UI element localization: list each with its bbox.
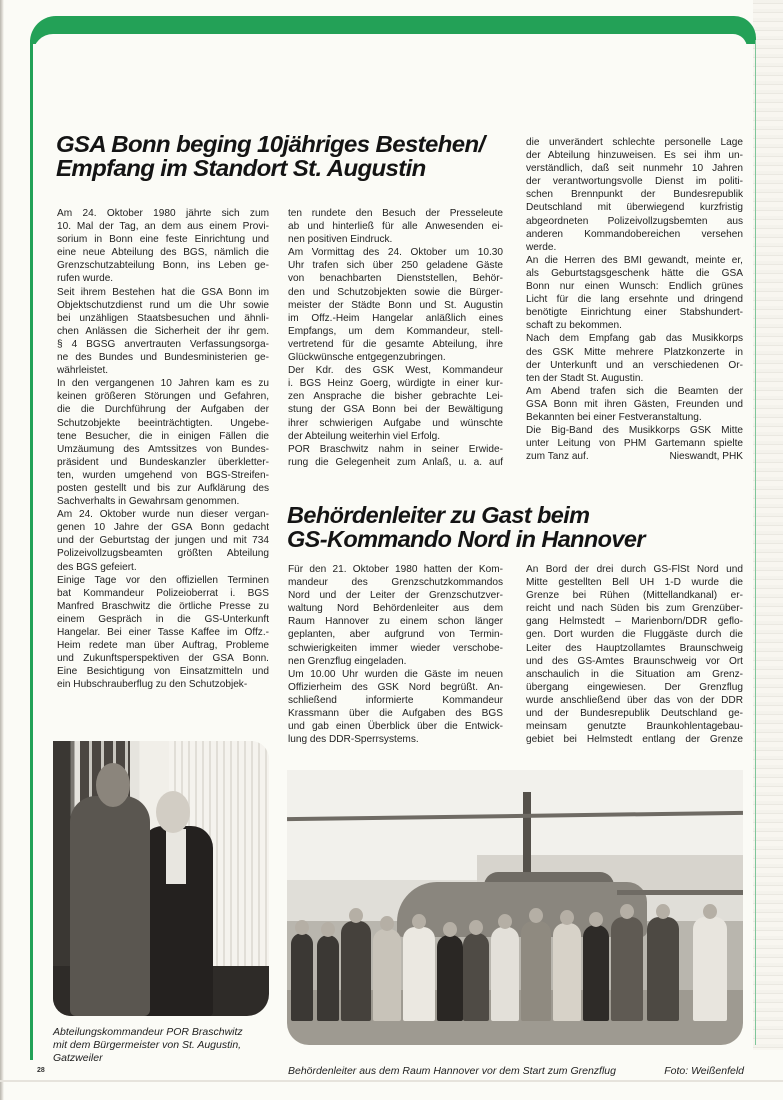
text-line: eine neue Abteilung des BGS, nämlich die	[57, 247, 269, 259]
text-line: reicht und nach Süden bis zum Grenzüber-	[526, 603, 743, 615]
photo2-helicopter-tail	[617, 890, 743, 895]
text-line: Am Vormittag des 24. Oktober um 10.30	[288, 247, 503, 259]
photo2-person	[491, 927, 519, 1021]
text-line: posten gestellt und bis zur Aufklärung des	[57, 482, 269, 494]
green-frame-left	[30, 40, 33, 1060]
text-line: ten der Stadt St. Augustin.	[526, 372, 644, 384]
text-line: nen positiven Eindruck.	[288, 234, 393, 246]
article1-signoff	[526, 450, 743, 463]
text-line: des BGS gefeiert.	[57, 561, 137, 573]
page-number: 28	[37, 1067, 45, 1074]
text-line: vertretend für die gesamte Abteilung, ihre	[288, 338, 503, 350]
text-line: Grenzschutzabteilung Bonn, ins Leben ge-	[57, 260, 269, 272]
text-line: Mitte gestellten Bell UH 1-D wurde die	[526, 577, 743, 589]
text-line: und der Geburtstag der jungen und mit 734	[57, 535, 269, 547]
text-line: Umzäumung des Amtssitzes von Bundes-	[57, 443, 269, 455]
text-line: rung die Gelegenheit zum Anlaß, u. a. auf	[288, 456, 503, 468]
article2-column-2	[526, 563, 743, 746]
text-line: Schutzobjekte beeinträchtigten. Ungebe-	[57, 417, 269, 429]
text-line: Sachverhalts in Gewahrsam genommen.	[57, 496, 240, 508]
text-line: im Offz.-Heim Hangelar anläßlich eines	[288, 312, 503, 324]
text-line: Empfangs, um dem Kommandeur, stell-	[288, 325, 503, 337]
green-frame-right	[755, 40, 756, 1045]
text-line: benötigte Einrichtung einer Stabshundert-	[526, 307, 743, 319]
green-frame-inner-cutout	[33, 34, 747, 74]
text-line: Am 24. Oktober 1980 jährte sich zum	[57, 208, 269, 219]
scan-edge-bottom	[0, 1080, 783, 1082]
text-line: meinsam genutzte Braunkohlentagebau-	[526, 721, 743, 733]
text-line: Polizeivollzugsbeamten größten Abteilung	[57, 548, 269, 560]
photo1-caption-line1: Abteilungskommandeur POR Braschwitz	[53, 1026, 243, 1038]
text-line: und Zukunftsperspektiven der GSA Bonn.	[57, 653, 269, 665]
photo2-person	[341, 921, 371, 1021]
photo-officials-helicopter	[287, 770, 743, 1045]
text-line: ihrer schwierigen Aufgabe und wünschte	[288, 417, 503, 429]
text-line: tene Besucher, die in einigen Fällen die	[57, 430, 269, 442]
text-line: Licht für die lang ersehnte und dringend	[526, 294, 743, 306]
text-line: Hangelar. Bei einer Tasse Kaffee im Offz.-	[57, 627, 269, 638]
text-line: der Abteilung hinzuweisen. Es sei ihm un-	[526, 150, 743, 162]
scan-edge-left	[0, 0, 4, 1100]
article1-signoff-line	[526, 450, 743, 463]
text-line: nen Grenzflug eingeladen.	[288, 655, 407, 667]
photo2-person	[291, 933, 313, 1021]
text-line: genen 10 Jahre der GSA Bonn gedacht	[57, 522, 269, 534]
text-line: keinen größeren Störungen und Gefahren,	[57, 391, 269, 403]
text-line: Uhr trafen sich über 250 geladene Gäste	[288, 260, 503, 272]
text-line: als Geburtstagsgeschenk hätte die GSA	[526, 267, 743, 279]
text-line: Manfred Braschwitz die örtliche Presse zu	[57, 600, 269, 612]
text-line: werde.	[526, 241, 557, 253]
text-line: Eine Besichtigung von Einsatzmitteln und	[57, 666, 269, 678]
text-line: Raum Hannover zu einem schon länger	[288, 616, 503, 628]
article2-headline-line2: GS-Kommando Nord in Hannover	[287, 525, 645, 552]
text-line: schen Brennpunkt der Bundesrepublik	[526, 189, 743, 201]
text-line: bei unzähligen Staatsbesuchen und ähnli-	[57, 312, 269, 324]
text-line: die unverändert schlechte personelle Lage	[526, 137, 743, 148]
text-line: meister der Städte Bonn und St. Augustin	[288, 299, 503, 311]
text-line: von benachbarten Dienststellen, Behör-	[288, 273, 503, 285]
article1-column-2	[288, 207, 503, 469]
photo2-person	[463, 933, 489, 1021]
article1-closing-line: zum Tanz auf.	[526, 451, 589, 462]
text-line: schließend informierte Kommandeur	[288, 694, 503, 706]
text-line: Deutschland mit überwiegend kurzfristig	[526, 202, 743, 214]
article1-author: Nieswandt, PHK	[669, 451, 743, 462]
text-line: bat Kommandeur Polizeioberrat i. BGS	[57, 587, 269, 599]
photo2-rotor-blade	[287, 811, 743, 821]
text-line: abgeordneten Polizeivollzugsbemten aus	[526, 215, 743, 227]
text-line: ein Hubschrauberflug zu den Schutzobjek-	[57, 679, 248, 691]
photo1-officer-figure	[70, 796, 150, 1016]
text-line: Seit ihrem Bestehen hat die GSA Bonn im	[57, 286, 269, 298]
text-line: 10. Mal der Tag, an dem aus einem Provi-	[57, 221, 269, 233]
text-line: An Bord der drei durch GS-FlSt Nord und	[526, 564, 743, 575]
text-line: und des GS-Amtes Braunschweig vor Ort	[526, 655, 743, 667]
article2-column-1	[288, 563, 503, 746]
article1-column-1	[57, 207, 269, 691]
text-line: der verantwortungsvolle Dienst im politi-	[526, 176, 743, 188]
text-line: der Abteilung weiterhin viel Erfolg.	[288, 430, 441, 442]
photo1-mayor-head	[156, 791, 190, 833]
photo2-caption	[288, 1065, 744, 1078]
text-line: der Unterkunft und an verschiedenen Or-	[526, 359, 743, 371]
text-line: ne des Bundes und Bundesministerien ge-	[57, 352, 269, 364]
text-line: lung des DDR-Sperrsystems.	[288, 734, 419, 746]
photo2-credit: Foto: Weißenfeld	[664, 1065, 744, 1077]
photo2-person	[437, 935, 463, 1021]
scan-edge-right	[753, 0, 783, 1050]
article2-headline-line1: Behördenleiter zu Gast beim	[287, 502, 590, 528]
text-line: In den vergangenen 10 Jahren kam es zu	[57, 378, 269, 390]
text-line: sorium in Bonn eine feste Einrichtung und	[57, 234, 269, 246]
text-line: chen Anlässen die Sicherheit der ihr gem.	[57, 325, 269, 337]
article1-column-3	[526, 136, 743, 450]
text-line: anderen Kommandobereichen versehen	[526, 228, 743, 240]
photo1-caption-line3: Gatzweiler	[53, 1052, 103, 1064]
article1-headline	[56, 133, 485, 180]
text-line: wurde anschließend über das von der DDR	[526, 694, 743, 706]
text-line: und gab einen Überblick über die Entwick-	[288, 721, 503, 733]
text-line: übergang eingewiesen. Der Grenzflug	[526, 681, 743, 693]
text-line: gebiet bei Helmstedt entlang der Grenze	[526, 734, 743, 746]
text-line: Für den 21. Oktober 1980 hatten der Kom-	[288, 564, 503, 575]
photo2-person	[611, 917, 643, 1021]
text-line: Heim redete man über Auftrag, Probleme	[57, 640, 269, 652]
text-line: ten, wurden umgehend von BGS-Streifen-	[57, 469, 269, 481]
text-line: Objektschutzdienst rund um die Uhr sowie	[57, 299, 269, 311]
text-line: gang Helmstedt – Marienborn/DDR geflo-	[526, 616, 743, 628]
text-line: Nord und der Leiter der Grenzschutzver-	[288, 590, 503, 602]
text-line: Einige Tage vor den offiziellen Terminen	[57, 574, 269, 586]
photo2-person	[521, 921, 551, 1021]
text-line: Der Kdr. des GSK West, Kommandeur	[288, 365, 503, 377]
text-line: POR Braschwitz nahm in seiner Erwide-	[288, 443, 503, 455]
text-line: § 4 BGSG anvertrauten Verfassungsorga-	[57, 338, 269, 350]
photo1-caption-line2: mit dem Bürgermeister von St. Augustin,	[53, 1039, 242, 1051]
text-line: des GSK Mitte mehrere Platzkonzerte in	[526, 346, 743, 358]
photo2-person	[693, 917, 727, 1021]
text-line: präsident und Bundeskanzler überkletter-	[57, 456, 269, 468]
text-line: geplanten, aber aufgrund von Termin-	[288, 629, 503, 641]
text-line: ab und hinterließ für alle Anwesenden ei-	[288, 221, 503, 233]
text-line: schaft zu bekommen.	[526, 320, 622, 332]
article1-headline-line1: GSA Bonn beging 10jähriges Bestehen/	[56, 131, 485, 157]
text-line: Am 24. Oktober wurde nun dieser vergan-	[57, 509, 269, 521]
photo1-officer-head	[96, 763, 130, 807]
photo1-caption	[53, 1026, 269, 1065]
text-line: und der Bundesrepublik Deutschland ge-	[526, 708, 743, 720]
text-line: stung der GSA Bonn bei der Bewältigung	[288, 404, 503, 416]
text-line: GSA Bonn mit ihren Gästen, Freunden und	[526, 398, 743, 410]
text-line: Nach dem Empfang gab das Musikkorps	[526, 333, 743, 345]
text-line: Am Abend trafen sich die Beamten der	[526, 385, 743, 397]
photo2-person	[583, 925, 609, 1021]
text-line: den und Schutzobjekten sowie die Bürger-	[288, 286, 503, 298]
text-line: mandeur des Grenzschutzkommandos	[288, 577, 503, 589]
article2-headline	[287, 504, 645, 551]
text-line: verständlich, daß seit nunmehr 10 Jahren	[526, 163, 743, 175]
text-line: gen. Dort wurden die Fluggäste durch die	[526, 629, 743, 641]
text-line: Offizierheim des GSK Nord begrüßt. An-	[288, 681, 503, 693]
photo-commander-and-mayor	[53, 741, 269, 1016]
text-line: Die Big-Band des Musikkorps GSK Mitte	[526, 425, 743, 437]
photo1-mayor-shirt	[166, 829, 186, 884]
text-line: Bekannten bei einer Festveranstaltung.	[526, 411, 702, 423]
text-line: i. BGS Heinz Goerg, würdigte in einer kur-	[288, 378, 503, 390]
text-line: unter Leitung von PHM Gartemann spielte	[526, 438, 743, 450]
text-line: währleistet.	[57, 365, 109, 377]
text-line: zen Ansprache die bisher gebrachte Lei-	[288, 391, 503, 403]
text-line: rufen wurde.	[57, 273, 114, 285]
text-line: An die Herren des BMI gewandt, meinte er,	[526, 254, 743, 266]
text-line: Grenze bei Rühen (Mittellandkanal) er-	[526, 590, 743, 602]
text-line: schwierigkeiten immer wieder verschobe-	[288, 642, 503, 654]
text-line: die die Durchführung der Aufgaben der	[57, 404, 269, 416]
photo2-person	[553, 923, 581, 1021]
text-line: Bonn nur einen Wunsch: Endlich grünes	[526, 281, 743, 293]
photo2-person	[647, 917, 679, 1021]
photo2-person	[403, 927, 435, 1021]
article1-headline-line2: Empfang im Standort St. Augustin	[56, 154, 426, 181]
text-line: anschaulich in die Situation am Grenz-	[526, 668, 743, 680]
photo2-person	[373, 929, 401, 1021]
text-line: ten rundete den Besuch der Presseleute	[288, 208, 503, 219]
text-line: Krassmann über die Aufgaben des BGS	[288, 708, 503, 720]
text-line: Glückwünsche entgegenzubringen.	[288, 352, 446, 364]
photo2-caption-text: Behördenleiter aus dem Raum Hannover vor dem Start zum Grenzflug	[288, 1065, 616, 1077]
photo2-person	[317, 935, 339, 1021]
text-line: Leiter des Hauptzollamtes Braunschweig	[526, 642, 743, 654]
text-line: waltung Nord Behördenleiter aus dem	[288, 603, 503, 615]
text-line: einem Gespräch in die GS-Unterkunft	[57, 613, 269, 625]
photo2-rotor-mast	[523, 792, 531, 872]
text-line: Um 10.00 Uhr wurden die Gäste im neuen	[288, 668, 503, 680]
